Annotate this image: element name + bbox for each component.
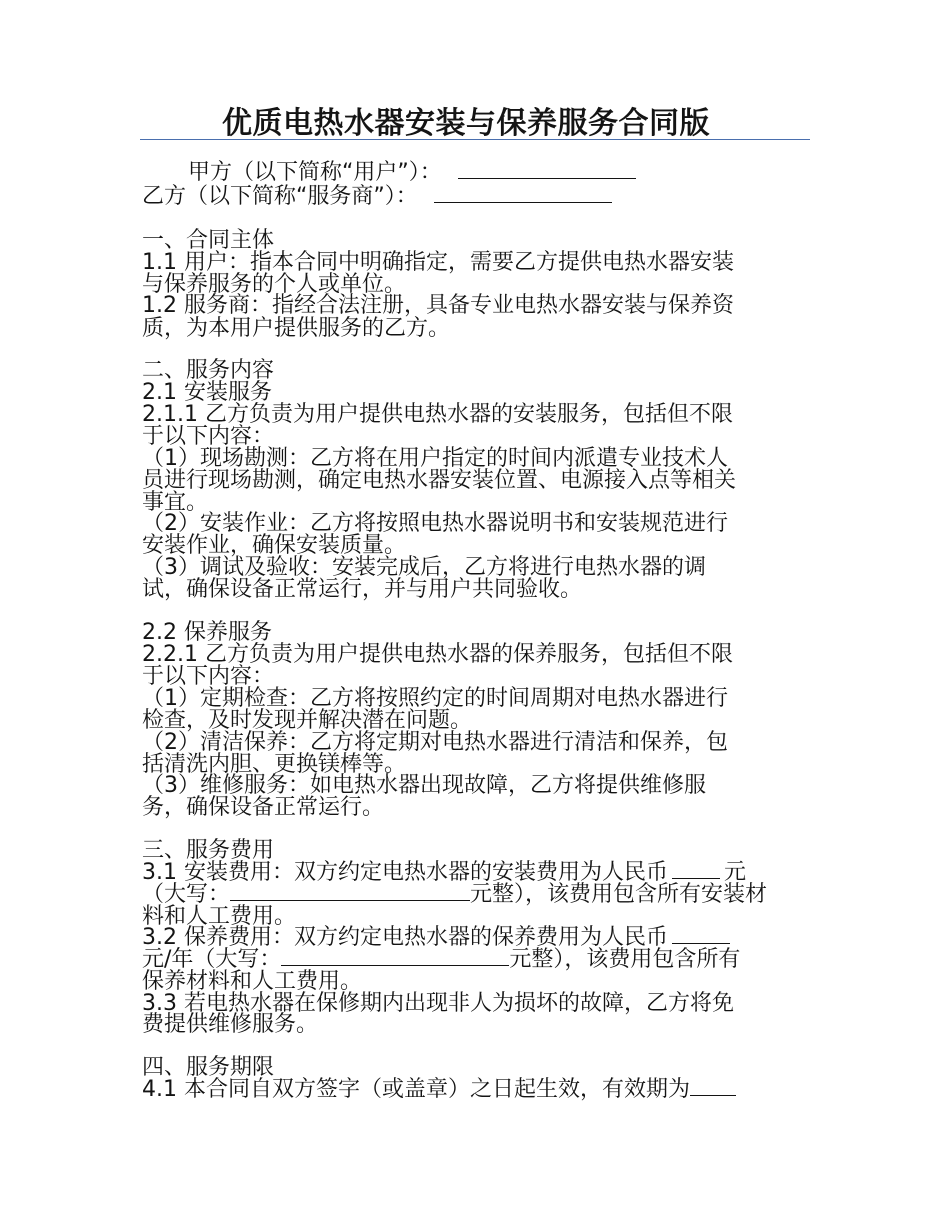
section-heading: 三、服务费用	[142, 838, 275, 863]
paragraph-line: 于以下内容：	[142, 424, 275, 449]
list-item-line: （1）现场勘测：乙方将在用户指定的时间内派遣专业技术人	[142, 446, 728, 471]
term-line	[142, 1077, 810, 1103]
term-blank	[690, 1077, 736, 1096]
maintenance-fee-words-blank	[281, 947, 509, 966]
install-fee-words-blank	[230, 882, 470, 901]
party-b-blank	[434, 184, 612, 203]
list-item-line: （3）维修服务：如电热水器出现故障，乙方将提供维修服	[142, 773, 706, 798]
party-b-label: 乙方（以下简称“服务商”）：	[142, 184, 418, 209]
list-item-line: 员进行现场勘测，确定电热水器安装位置、电源接入点等相关	[142, 468, 737, 493]
party-a-line	[188, 160, 856, 186]
fee-text: 元整），该费用包含所有	[509, 947, 741, 972]
document-title: 优质电热水器安装与保养服务合同版	[222, 106, 710, 141]
paragraph-line: 费提供维修服务。	[142, 1012, 319, 1037]
party-a-blank	[458, 160, 636, 179]
list-item-line: （1）定期检查：乙方将按照约定的时间周期对电热水器进行	[142, 686, 728, 711]
party-a-label: 甲方（以下简称“用户”）：	[188, 160, 442, 185]
title-underline	[140, 139, 810, 140]
fee-text: （大写：	[142, 882, 231, 907]
list-item-line: 事宜。	[142, 490, 209, 515]
paragraph-line: 与保养服务的个人或单位。	[142, 272, 407, 297]
list-item-line: （2）清洁保养：乙方将定期对电热水器进行清洁和保养，包	[142, 730, 728, 755]
list-item-line: 安装作业，确保安装质量。	[142, 533, 407, 558]
paragraph-line: 3.3 若电热水器在保修期内出现非人为损坏的故障，乙方将免	[142, 991, 734, 1016]
paragraph-line: 2.2.1 乙方负责为用户提供电热水器的保养服务，包括但不限	[142, 642, 733, 667]
fee-text: 元整），该费用包含所有安装材	[470, 882, 768, 907]
paragraph-line: 2.1.1 乙方负责为用户提供电热水器的安装服务，包括但不限	[142, 402, 733, 427]
list-item-line: 务，确保设备正常运行。	[142, 795, 385, 820]
fee-text: 3.1 安装费用：双方约定电热水器的安装费用为人民币	[142, 860, 668, 885]
list-item-line: 试，确保设备正常运行，并与用户共同验收。	[142, 577, 583, 602]
section-heading: 一、合同主体	[142, 228, 275, 253]
paragraph-line: 保养材料和人工费用。	[142, 969, 363, 994]
party-b-line	[142, 184, 810, 210]
install-fee-blank	[672, 860, 720, 879]
list-item-line: 检查，及时发现并解决潜在问题。	[142, 708, 473, 733]
paragraph-line: 质，为本用户提供服务的乙方。	[142, 316, 451, 341]
subsection-heading: 2.2 保养服务	[142, 620, 272, 645]
paragraph-line: 于以下内容：	[142, 664, 275, 689]
paragraph-line: 1.1 用户：指本合同中明确指定，需要乙方提供电热水器安装	[142, 250, 734, 275]
list-item-line: （3）调试及验收：安装完成后，乙方将进行电热水器的调	[142, 555, 706, 580]
paragraph-line: 1.2 服务商：指经合法注册，具备专业电热水器安装与保养资	[142, 293, 734, 318]
section-heading: 二、服务内容	[142, 358, 275, 383]
paragraph-line: 料和人工费用。	[142, 904, 297, 929]
list-item-line: （2）安装作业：乙方将按照电热水器说明书和安装规范进行	[142, 511, 728, 536]
fee-text: 元/年（大写：	[142, 947, 282, 972]
subsection-heading: 2.1 安装服务	[142, 380, 272, 405]
fee-text: 3.2 保养费用：双方约定电热水器的保养费用为人民币	[142, 925, 668, 950]
section-heading: 四、服务期限	[142, 1055, 275, 1080]
maintenance-fee-blank	[672, 925, 730, 944]
fee-unit: 元	[723, 860, 746, 885]
term-text: 4.1 本合同自双方签字（或盖章）之日起生效，有效期为	[142, 1077, 690, 1102]
list-item-line: 括清洗内胆、更换镁棒等。	[142, 752, 407, 777]
